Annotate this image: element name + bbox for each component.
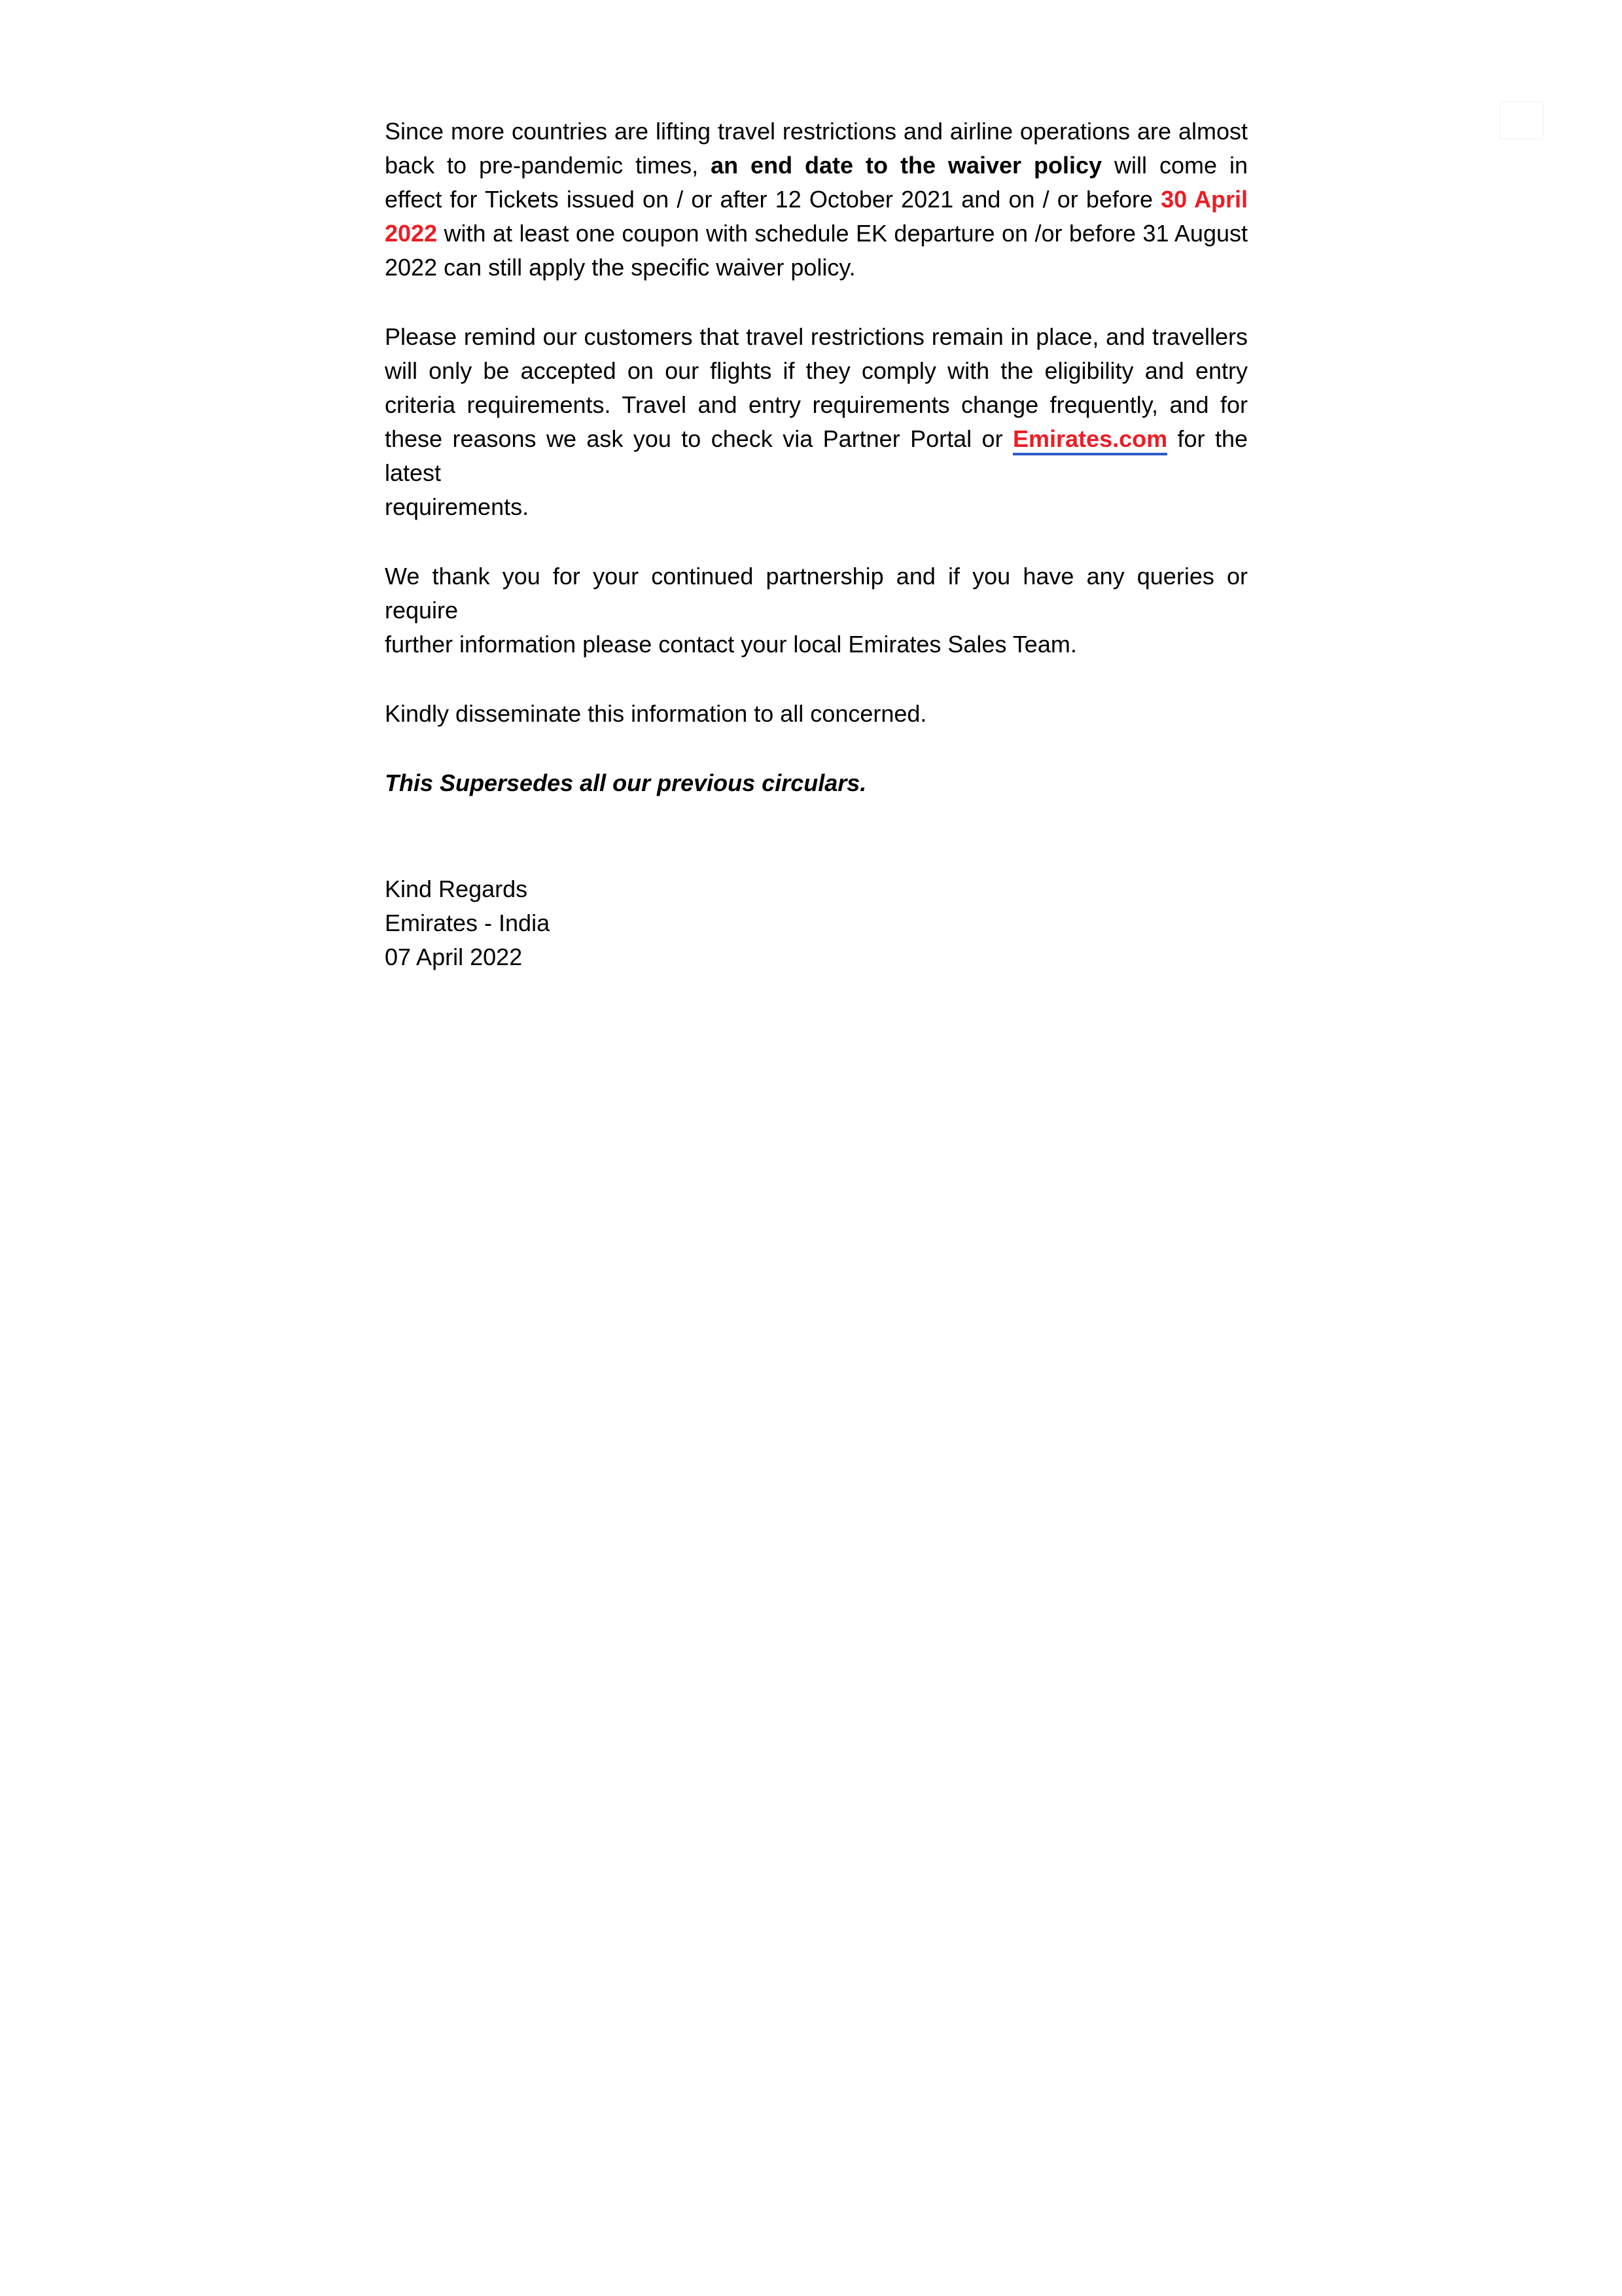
text-segment: Since more countries are lifting travel restrictions and airline operations are almost: [385, 118, 1248, 145]
text-line: [385, 251, 1248, 285]
text-line: [385, 388, 1248, 422]
text-segment: these reasons we ask you to check via Partner Portal or: [385, 425, 1013, 452]
text-segment: 2022 can still apply the specific waiver policy.: [385, 254, 856, 281]
emirates-link[interactable]: Emirates.com: [1013, 425, 1167, 455]
letter-body: [385, 115, 1248, 974]
text-line: [385, 627, 1248, 662]
text-line: [385, 490, 1248, 524]
text-segment: effect for Tickets issued on / or after 12 October 2021 and on / or before: [385, 186, 1161, 213]
text-segment: 07 April 2022: [385, 944, 523, 970]
text-segment: criteria requirements. Travel and entry requirements change frequently, and for: [385, 391, 1248, 418]
text-segment: for the latest: [385, 425, 1248, 486]
signature-sender: [385, 906, 1248, 940]
text-line: [385, 422, 1248, 490]
text-segment: further information please contact your local Emirates Sales Team.: [385, 631, 1077, 658]
text-segment: with at least one coupon with schedule EK departure on /or before 31 August: [437, 220, 1248, 247]
text-segment: Emirates - India: [385, 910, 550, 936]
signature-date: [385, 940, 1248, 974]
bold-emphasis-waiver-policy: an end date to the waiver policy: [711, 152, 1102, 179]
text-line: [385, 183, 1248, 217]
text-line: [385, 559, 1248, 627]
paragraph-thank-you: [385, 559, 1248, 662]
text-line: [385, 320, 1248, 354]
paragraph-supersedes: [385, 766, 1248, 800]
text-segment: back to pre-pandemic times,: [385, 152, 711, 179]
faint-placeholder-box: [1500, 101, 1544, 139]
text-segment: This Supersedes all our previous circulars.: [385, 769, 867, 796]
text-line: [385, 354, 1248, 388]
text-line: [385, 217, 1248, 251]
paragraph-travel-restrictions: [385, 320, 1248, 524]
text-segment: Kindly disseminate this information to all concerned.: [385, 700, 927, 727]
text-segment: will come in: [1102, 152, 1248, 179]
red-date-2022: 2022: [385, 220, 438, 247]
paragraph-disseminate: [385, 697, 1248, 731]
red-date-30-april: 30 April: [1161, 186, 1248, 213]
signature-regards: [385, 872, 1248, 906]
supersedes-notice: [385, 766, 1248, 800]
text-segment: Kind Regards: [385, 875, 528, 902]
signature-block: [385, 872, 1248, 974]
text-segment: Please remind our customers that travel restrictions remain in place, and travellers: [385, 323, 1248, 350]
text-line: [385, 115, 1248, 149]
text-segment: We thank you for your continued partnership and if you have any queries or require: [385, 563, 1248, 624]
text-line: [385, 697, 1248, 731]
text-line: [385, 149, 1248, 183]
text-segment: requirements.: [385, 493, 529, 520]
paragraph-waiver-end-date: [385, 115, 1248, 285]
text-segment: will only be accepted on our flights if they comply with the eligibility and entry: [385, 357, 1248, 384]
